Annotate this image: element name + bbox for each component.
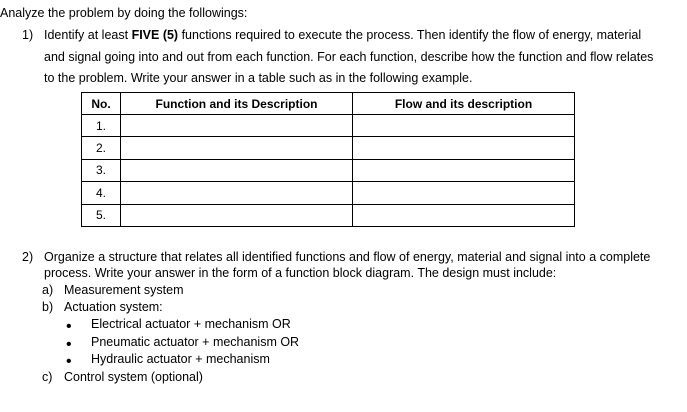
table-row [82, 137, 575, 159]
row-number: 1. [82, 115, 121, 137]
answer-table [81, 92, 575, 227]
bullet-dot-icon: • [66, 318, 72, 335]
row-number: 5. [82, 204, 121, 226]
item-c-label: c) [42, 370, 53, 384]
item-c-text: Control system (optional) [64, 370, 203, 384]
bullet-item: Electrical actuator + mechanism OR [91, 317, 291, 331]
item-b-text: Actuation system: [64, 300, 163, 314]
question-1-bold: FIVE (5) [131, 28, 179, 42]
intro-text: Analyze the problem by doing the followings: [0, 6, 248, 20]
item-b-label: b) [42, 300, 54, 314]
question-1-text-a: Identify at least [44, 28, 132, 42]
question-1-line-2: and signal going into and out from each function. For each function, describe how the function and flow relates [44, 50, 654, 64]
function-cell [121, 182, 353, 204]
question-1-line-1 [44, 28, 641, 42]
flow-cell [353, 204, 575, 226]
header-no: No. [82, 93, 121, 115]
header-function: Function and its Description [121, 93, 353, 115]
question-2-number: 2) [22, 250, 34, 264]
item-a-text: Measurement system [64, 283, 184, 297]
question-1-number: 1) [22, 28, 34, 42]
question-2-line-2: process. Write your answer in the form of a function block diagram. The design must include: [44, 266, 557, 280]
flow-cell [353, 137, 575, 159]
bullet-dot-icon: • [66, 336, 72, 353]
table-row [82, 182, 575, 204]
function-cell [121, 115, 353, 137]
question-1-text-b: functions required to execute the process. Then identify the flow of energy, material [178, 28, 642, 42]
flow-cell [353, 182, 575, 204]
bullet-item: Pneumatic actuator + mechanism OR [91, 335, 300, 349]
question-1-line-3: to the problem. Write your answer in a table such as in the following example. [44, 71, 473, 85]
row-number: 3. [82, 159, 121, 181]
row-number: 2. [82, 137, 121, 159]
header-flow: Flow and its description [353, 93, 575, 115]
function-cell [121, 137, 353, 159]
flow-cell [353, 115, 575, 137]
bullet-dot-icon: • [66, 353, 72, 370]
table-row [82, 204, 575, 226]
function-cell [121, 159, 353, 181]
table-header-row [82, 93, 575, 115]
flow-cell [353, 159, 575, 181]
table-row [82, 159, 575, 181]
bullet-item: Hydraulic actuator + mechanism [91, 352, 270, 366]
row-number: 4. [82, 182, 121, 204]
table-row [82, 115, 575, 137]
function-cell [121, 204, 353, 226]
question-2-line-1: Organize a structure that relates all identified functions and flow of energy, material and signal into a complete [44, 250, 651, 264]
item-a-label: a) [42, 283, 54, 297]
